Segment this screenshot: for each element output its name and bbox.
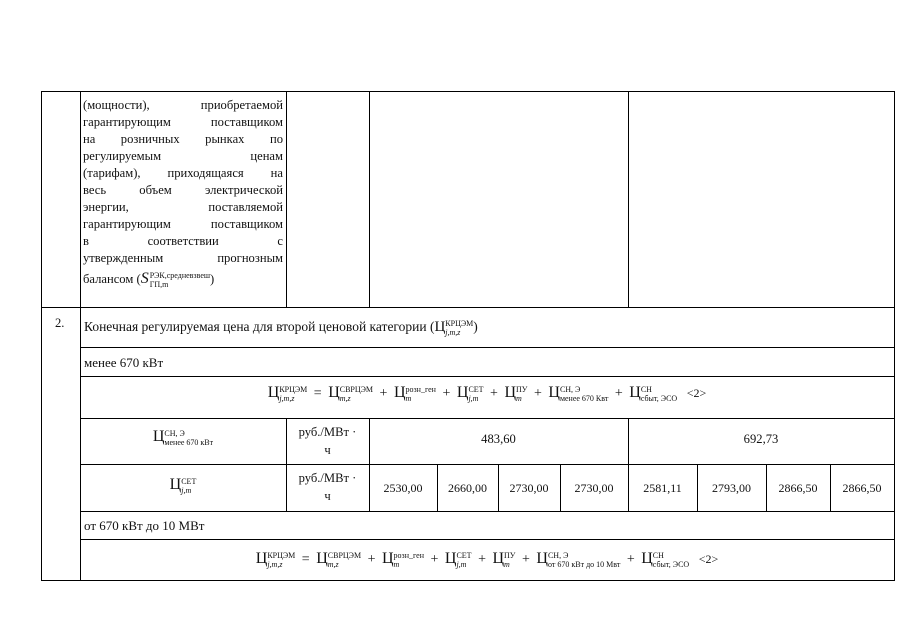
rule	[286, 91, 287, 308]
superscript: КРЦЭМ	[267, 550, 296, 560]
superscript: розн_ген	[393, 550, 424, 560]
formula-term: Ц	[641, 550, 653, 567]
subscript: j,m,z	[445, 327, 461, 337]
rule	[80, 376, 895, 377]
subscript: менее 670 кВт	[164, 437, 214, 447]
superscript: СН, Э	[547, 550, 569, 560]
subscript: j,m	[456, 559, 467, 569]
subscript: ГП,m	[149, 280, 169, 290]
subscript: j,m,z	[267, 559, 283, 569]
unit-line: ч	[324, 443, 331, 457]
param-symbol: Ц	[152, 428, 165, 445]
formula	[80, 550, 894, 569]
formula-term: Ц	[328, 384, 340, 401]
rule	[80, 418, 895, 419]
superscript: СН	[652, 550, 664, 560]
equals-sign: =	[301, 552, 310, 567]
band-label: менее 670 кВт	[84, 355, 164, 370]
symbol: S	[140, 270, 149, 287]
formula-term: Ц	[316, 550, 328, 567]
value-cell: 2530,00	[383, 481, 423, 495]
subscript: m,z	[339, 393, 351, 403]
value-cell: 692,73	[743, 432, 779, 446]
symbol-indices	[445, 319, 473, 337]
text-line: гарантирующим поставщиком	[83, 115, 283, 129]
symbol-indices	[150, 271, 210, 289]
plus-sign: +	[614, 386, 623, 401]
text-line: гарантирующим поставщиком	[83, 217, 283, 231]
subscript: j,m	[181, 485, 192, 495]
subscript: m	[516, 393, 522, 403]
rule	[80, 511, 895, 512]
subscript: сбыт, ЭСО	[640, 393, 678, 403]
superscript: ПУ	[504, 550, 516, 560]
value-cell: 2730,00	[574, 481, 614, 495]
superscript: СЕТ	[456, 550, 472, 560]
text-line: в соответствии с	[83, 234, 283, 248]
superscript: КРЦЭМ	[445, 318, 474, 328]
unit-cell	[286, 423, 369, 459]
rule	[80, 539, 895, 540]
formula	[80, 384, 894, 403]
plus-sign: +	[521, 552, 530, 567]
formula-term: Ц	[492, 550, 505, 567]
rule	[41, 307, 895, 308]
formula-term: Ц	[267, 384, 280, 401]
plus-sign: +	[367, 552, 376, 567]
text-line: на розничных рынках по	[83, 132, 283, 146]
text-fragment: балансом (	[83, 272, 141, 286]
value-cell: 2730,00	[509, 481, 549, 495]
formula-term: Ц	[255, 550, 268, 567]
plus-sign: +	[442, 386, 451, 401]
text-line: весь объем электрической	[83, 183, 283, 197]
rule	[41, 91, 42, 581]
equals-sign: =	[313, 386, 322, 401]
subscript: m	[504, 559, 510, 569]
unit-line: ч	[324, 489, 331, 503]
plus-sign: +	[490, 386, 498, 401]
text-line: (мощности), приобретаемой	[83, 98, 283, 112]
plus-sign: +	[430, 552, 439, 567]
superscript: КРЦЭМ	[279, 384, 308, 394]
superscript: розн_ген	[405, 384, 436, 394]
formula-term: Ц	[629, 384, 641, 401]
value-cell: 2793,00	[712, 481, 751, 495]
plus-sign: +	[533, 386, 542, 401]
superscript: СН, Э	[559, 384, 581, 394]
plus-sign: +	[379, 386, 388, 401]
formula-term: Ц	[536, 550, 548, 567]
rule	[41, 580, 895, 581]
value-cell: 2581,11	[643, 481, 682, 495]
text-line: энергии, поставляемой	[83, 200, 283, 214]
text-line: утвержденным прогнозным	[83, 251, 283, 265]
subscript: j,m,z	[279, 393, 295, 403]
text-line: регулируемым ценам	[83, 149, 283, 163]
superscript: СВРЦЭМ	[327, 550, 362, 560]
param-cell	[80, 476, 286, 495]
section-title-text: Конечная регулируемая цена для второй ценовой категории (	[84, 319, 435, 334]
formula-term: Ц	[393, 384, 406, 401]
symbol: Ц	[434, 319, 446, 335]
unit-line: руб./МВт ·	[298, 425, 357, 439]
band-label: от 670 кВт до 10 МВт	[84, 518, 205, 533]
value-cell: 2660,00	[448, 481, 487, 495]
unit-line: руб./МВт ·	[298, 471, 357, 485]
row1-description	[83, 97, 283, 289]
formula-term: Ц	[381, 550, 394, 567]
subscript: j,m	[468, 393, 479, 403]
value-cell: 2866,50	[842, 481, 882, 495]
footnote-ref: <2>	[698, 552, 719, 566]
formula-term: Ц	[456, 384, 469, 401]
footnote-ref: <2>	[686, 386, 707, 400]
formula-term: Ц	[504, 384, 517, 401]
value-cell: 483,60	[481, 432, 516, 446]
subscript: менее 670 Квт	[559, 393, 609, 403]
formula-term: Ц	[444, 550, 457, 567]
superscript: СЕТ	[468, 384, 484, 394]
superscript: СН	[640, 384, 652, 394]
rule	[80, 347, 895, 348]
text-line: (тарифам), приходящаяся на	[83, 166, 283, 180]
subscript: m,z	[327, 559, 339, 569]
superscript: РЭК,средневзвеш	[149, 271, 211, 281]
param-cell	[80, 428, 286, 447]
value-cell: 2866,50	[778, 481, 818, 495]
section-title	[84, 318, 478, 337]
rule	[80, 464, 895, 465]
section-title-end: )	[473, 319, 478, 334]
unit-cell	[286, 469, 369, 505]
rule	[628, 91, 629, 308]
rule	[41, 91, 895, 92]
superscript: СВРЦЭМ	[339, 384, 374, 394]
superscript: СН, Э	[164, 428, 185, 438]
rule	[80, 91, 81, 581]
plus-sign: +	[626, 552, 635, 567]
subscript: от 670 кВт до 10 Мвт	[547, 559, 621, 569]
text-fragment: )	[210, 272, 215, 286]
rule	[894, 91, 895, 581]
superscript: ПУ	[516, 384, 528, 394]
text-line-last	[83, 270, 283, 289]
subscript: m	[393, 559, 400, 569]
superscript: СЕТ	[181, 476, 197, 486]
param-symbol: Ц	[169, 476, 182, 493]
subscript: m	[405, 393, 412, 403]
formula-term: Ц	[548, 384, 560, 401]
plus-sign: +	[478, 552, 486, 567]
item-number: 2.	[55, 316, 65, 330]
subscript: сбыт, ЭСО	[652, 559, 690, 569]
rule	[369, 91, 370, 308]
